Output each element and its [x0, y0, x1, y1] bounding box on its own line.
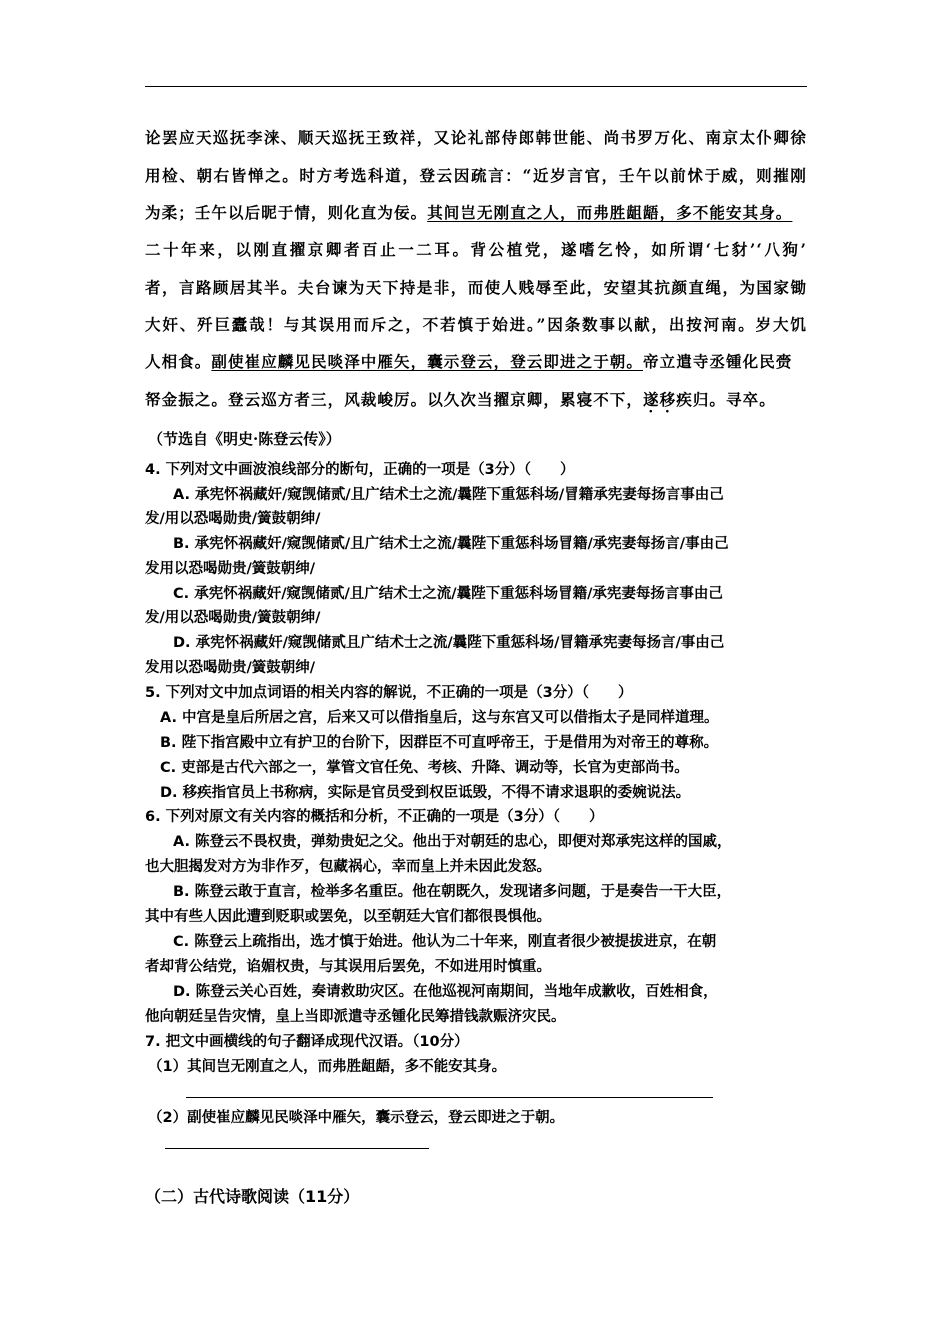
option-c: C. 吏部是古代六部之一，掌管文官任免、考核、升降、调动等，长官为吏部尚书。: [160, 760, 689, 776]
option-d: D. 陈登云关心百姓，奏请救助灾区。在他巡视河南期间，当地年成歉收，百姓相食，: [173, 984, 718, 1000]
option-d-cont: 发用以恐喝勋贵/簧鼓朝绅/: [145, 660, 316, 676]
question-stem: 6. 下列对原文有关内容的概括和分析，不正确的一项是（3分）（ ）: [145, 809, 604, 825]
dotted-char: 移: [659, 390, 677, 409]
option-b: B. 陛下指宫殿中立有护卫的台阶下，因群臣不可直呼帝王，于是借用为对帝王的尊称。: [160, 735, 719, 751]
option-b-cont: 其中有些人因此遭到贬职或罢免，以至朝廷大官们都很畏惧他。: [145, 909, 551, 925]
option-c: C. 承宪怀祸藏奸/窥觊储贰/且广结术士之流/曩陛下重惩科场冒籍/承宪妻每扬言事由己: [173, 586, 723, 602]
option-a: A. 陈登云不畏权贵，弹劾贵妃之父。他出于对朝廷的忠心，即便对郑承宪这样的国戚，: [173, 834, 732, 850]
passage-line: 为柔；壬午以后昵于情，则化直为佞。其间岂无刚直之人，而弗胜龃龉，多不能安其身。: [145, 203, 793, 222]
option-b: B. 陈登云敢于直言，检举多名重臣。他在朝既久，发现诸多问题，于是奏告一干大臣，: [173, 884, 732, 900]
passage-line: 大奸、歼巨蠹哉！与其误用而斥之，不若慎于始进。”因条数事以献，出按河南。岁大饥: [145, 315, 807, 334]
question-stem: 4. 下列对文中画波浪线部分的断句，正确的一项是（3分）（ ）: [145, 462, 575, 478]
option-b-cont: 发用以恐喝勋贵/簧鼓朝绅/: [145, 561, 316, 577]
option-c-cont: 发/用以恐喝勋贵/簧鼓朝绅/: [145, 610, 321, 626]
dotted-char: 遂: [643, 390, 660, 409]
passage-line: 用检、朝右皆惮之。时方考选科道，登云因疏言：“近岁言官，壬午以前怵于威，则摧刚: [145, 166, 807, 185]
option-c-cont: 者却背公结党，谄媚权贵，与其误用后罢免，不如进用时慎重。: [145, 959, 551, 975]
option-a: A. 中宫是皇后所居之宫，后来又可以借指皇后，这与东宫又可以借指太子是同样道理。: [160, 710, 719, 726]
option-c: C. 陈登云上疏指出，选才慎于始进。他认为二十年来，刚直者很少被提拔进京，在朝: [173, 934, 717, 950]
passage-line: 论罢应天巡抚李涞、顺天巡抚王致祥，又论礼部侍郎韩世能、尚书罗万化、南京太仆卿徐: [145, 128, 807, 147]
translation-item-1: （1）其间岂无刚直之人，而弗胜龃龉，多不能安其身。: [148, 1059, 507, 1075]
passage-line: 者，言路顾居其半。夫台谏为天下持是非，而使人贱辱至此，安望其抗颜直绳，为国家锄: [145, 278, 807, 297]
passage-line: 二十年来，以刚直擢京卿者百止一二耳。背公植党，遂嗜乞怜，如所谓‘七豺’‘八狗’: [145, 240, 807, 259]
answer-line[interactable]: [186, 1097, 713, 1098]
question-stem: 7. 把文中画横线的句子翻译成现代汉语。（10分）: [145, 1034, 469, 1050]
underlined-sentence-2: 副使崔应麟见民啖泽中雁矢，囊示登云，登云即进之于朝。: [211, 352, 644, 371]
underlined-sentence-1: 其间岂无刚直之人，而弗胜龃龉，多不能安其身。: [427, 203, 793, 222]
passage-line: 人相食。副使崔应麟见民啖泽中雁矢，囊示登云，登云即进之于朝。帝立遣寺丞锺化民赍: [145, 352, 793, 371]
option-b: B. 承宪怀祸藏奸/窥觊储贰/且广结术士之流/曩陛下重惩科场冒籍/承宪妻每扬言/事由己: [173, 536, 729, 552]
translation-item-2: （2）副使崔应麟见民啖泽中雁矢，囊示登云，登云即进之于朝。: [148, 1110, 565, 1126]
option-d-cont: 他向朝廷呈告灾情，皇上当即派遣寺丞锺化民筹措钱款赈济灾民。: [145, 1009, 566, 1025]
option-d: D. 移疾指官员上书称病，实际是官员受到权臣诋毁，不得不请求退职的委婉说法。: [160, 785, 691, 801]
question-stem: 5. 下列对文中加点词语的相关内容的解说，不正确的一项是（3分）（ ）: [145, 685, 633, 701]
header-rule: [145, 86, 807, 87]
passage-source: （节选自《明史·陈登云传》）: [148, 430, 341, 448]
option-d: D. 承宪怀祸藏奸/窥觊储贰且广结术士之流/曩陛下重惩科场/冒籍承宪妻每扬言/事由己: [173, 635, 725, 651]
option-a-cont: 发/用以恐喝勋贵/簧鼓朝绅/: [145, 511, 321, 527]
section-heading: （二）古代诗歌阅读（11分）: [145, 1187, 360, 1206]
passage-line: 帑金振之。登云巡方者三，风裁峻厉。以久次当擢京卿，累寝不下，遂移疾归。寻卒。: [145, 390, 776, 409]
answer-line[interactable]: [165, 1148, 429, 1149]
option-a: A. 承宪怀祸藏奸/窥觊储贰/且广结术士之流/曩陛下重惩科场/冒籍承宪妻每扬言事由己: [173, 487, 724, 503]
option-a-cont: 也大胆揭发对方为非作歹，包藏祸心，幸而皇上并未因此发怒。: [145, 859, 551, 875]
